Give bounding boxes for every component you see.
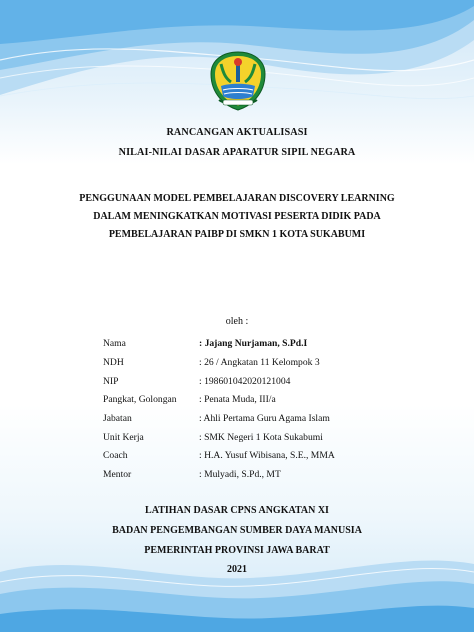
footer-line-1: LATIHAN DASAR CPNS ANGKATAN XI xyxy=(145,505,329,516)
footer-line-3: PEMERINTAH PROVINSI JAWA BARAT xyxy=(144,545,330,556)
year-label: 2021 xyxy=(227,564,247,575)
info-row-coach xyxy=(103,450,403,464)
header-line-1: RANCANGAN AKTUALISASI xyxy=(166,127,308,138)
info-row-nip xyxy=(103,376,403,390)
info-label: Mentor xyxy=(103,469,132,480)
info-label: NIP xyxy=(103,376,119,387)
info-value: : 198601042020121004 xyxy=(199,376,291,387)
header-line-2: NILAI-NILAI DASAR APARATUR SIPIL NEGARA xyxy=(118,147,356,158)
info-value: : Mulyadi, S.Pd., MT xyxy=(199,469,281,480)
info-value: : 26 / Angkatan 11 Kelompok 3 xyxy=(199,357,320,368)
info-row-ndh xyxy=(103,357,403,371)
info-label: Jabatan xyxy=(103,413,132,424)
info-value: : Penata Muda, III/a xyxy=(199,394,276,405)
info-label: Coach xyxy=(103,450,128,461)
info-value: : Ahli Pertama Guru Agama Islam xyxy=(199,413,330,424)
title-line-3: PEMBELAJARAN PAIBP DI SMKN 1 KOTA SUKABUMI xyxy=(108,229,366,240)
info-row-name xyxy=(103,338,403,352)
title-line-1: PENGGUNAAN MODEL PEMBELAJARAN DISCOVERY LEARNING xyxy=(79,193,395,204)
info-label: Unit Kerja xyxy=(103,432,144,443)
info-row-unit xyxy=(103,432,403,446)
by-label: oleh : xyxy=(225,316,249,327)
info-value: : H.A. Yusuf Wibisana, S.E., MMA xyxy=(199,450,335,461)
info-value: : Jajang Nurjaman, S.Pd.I xyxy=(199,338,308,349)
info-row-position xyxy=(103,413,403,427)
west-java-province-emblem-icon xyxy=(207,50,269,112)
footer-line-2: BADAN PENGEMBANGAN SUMBER DAYA MANUSIA xyxy=(112,525,362,536)
info-label: NDH xyxy=(103,357,124,368)
info-row-mentor xyxy=(103,469,403,483)
info-label: Nama xyxy=(103,338,126,349)
info-row-rank xyxy=(103,394,403,408)
title-line-2: DALAM MENINGKATKAN MOTIVASI PESERTA DIDIK PADA xyxy=(93,211,381,222)
info-value: : SMK Negeri 1 Kota Sukabumi xyxy=(199,432,323,443)
info-label: Pangkat, Golongan xyxy=(103,394,177,405)
